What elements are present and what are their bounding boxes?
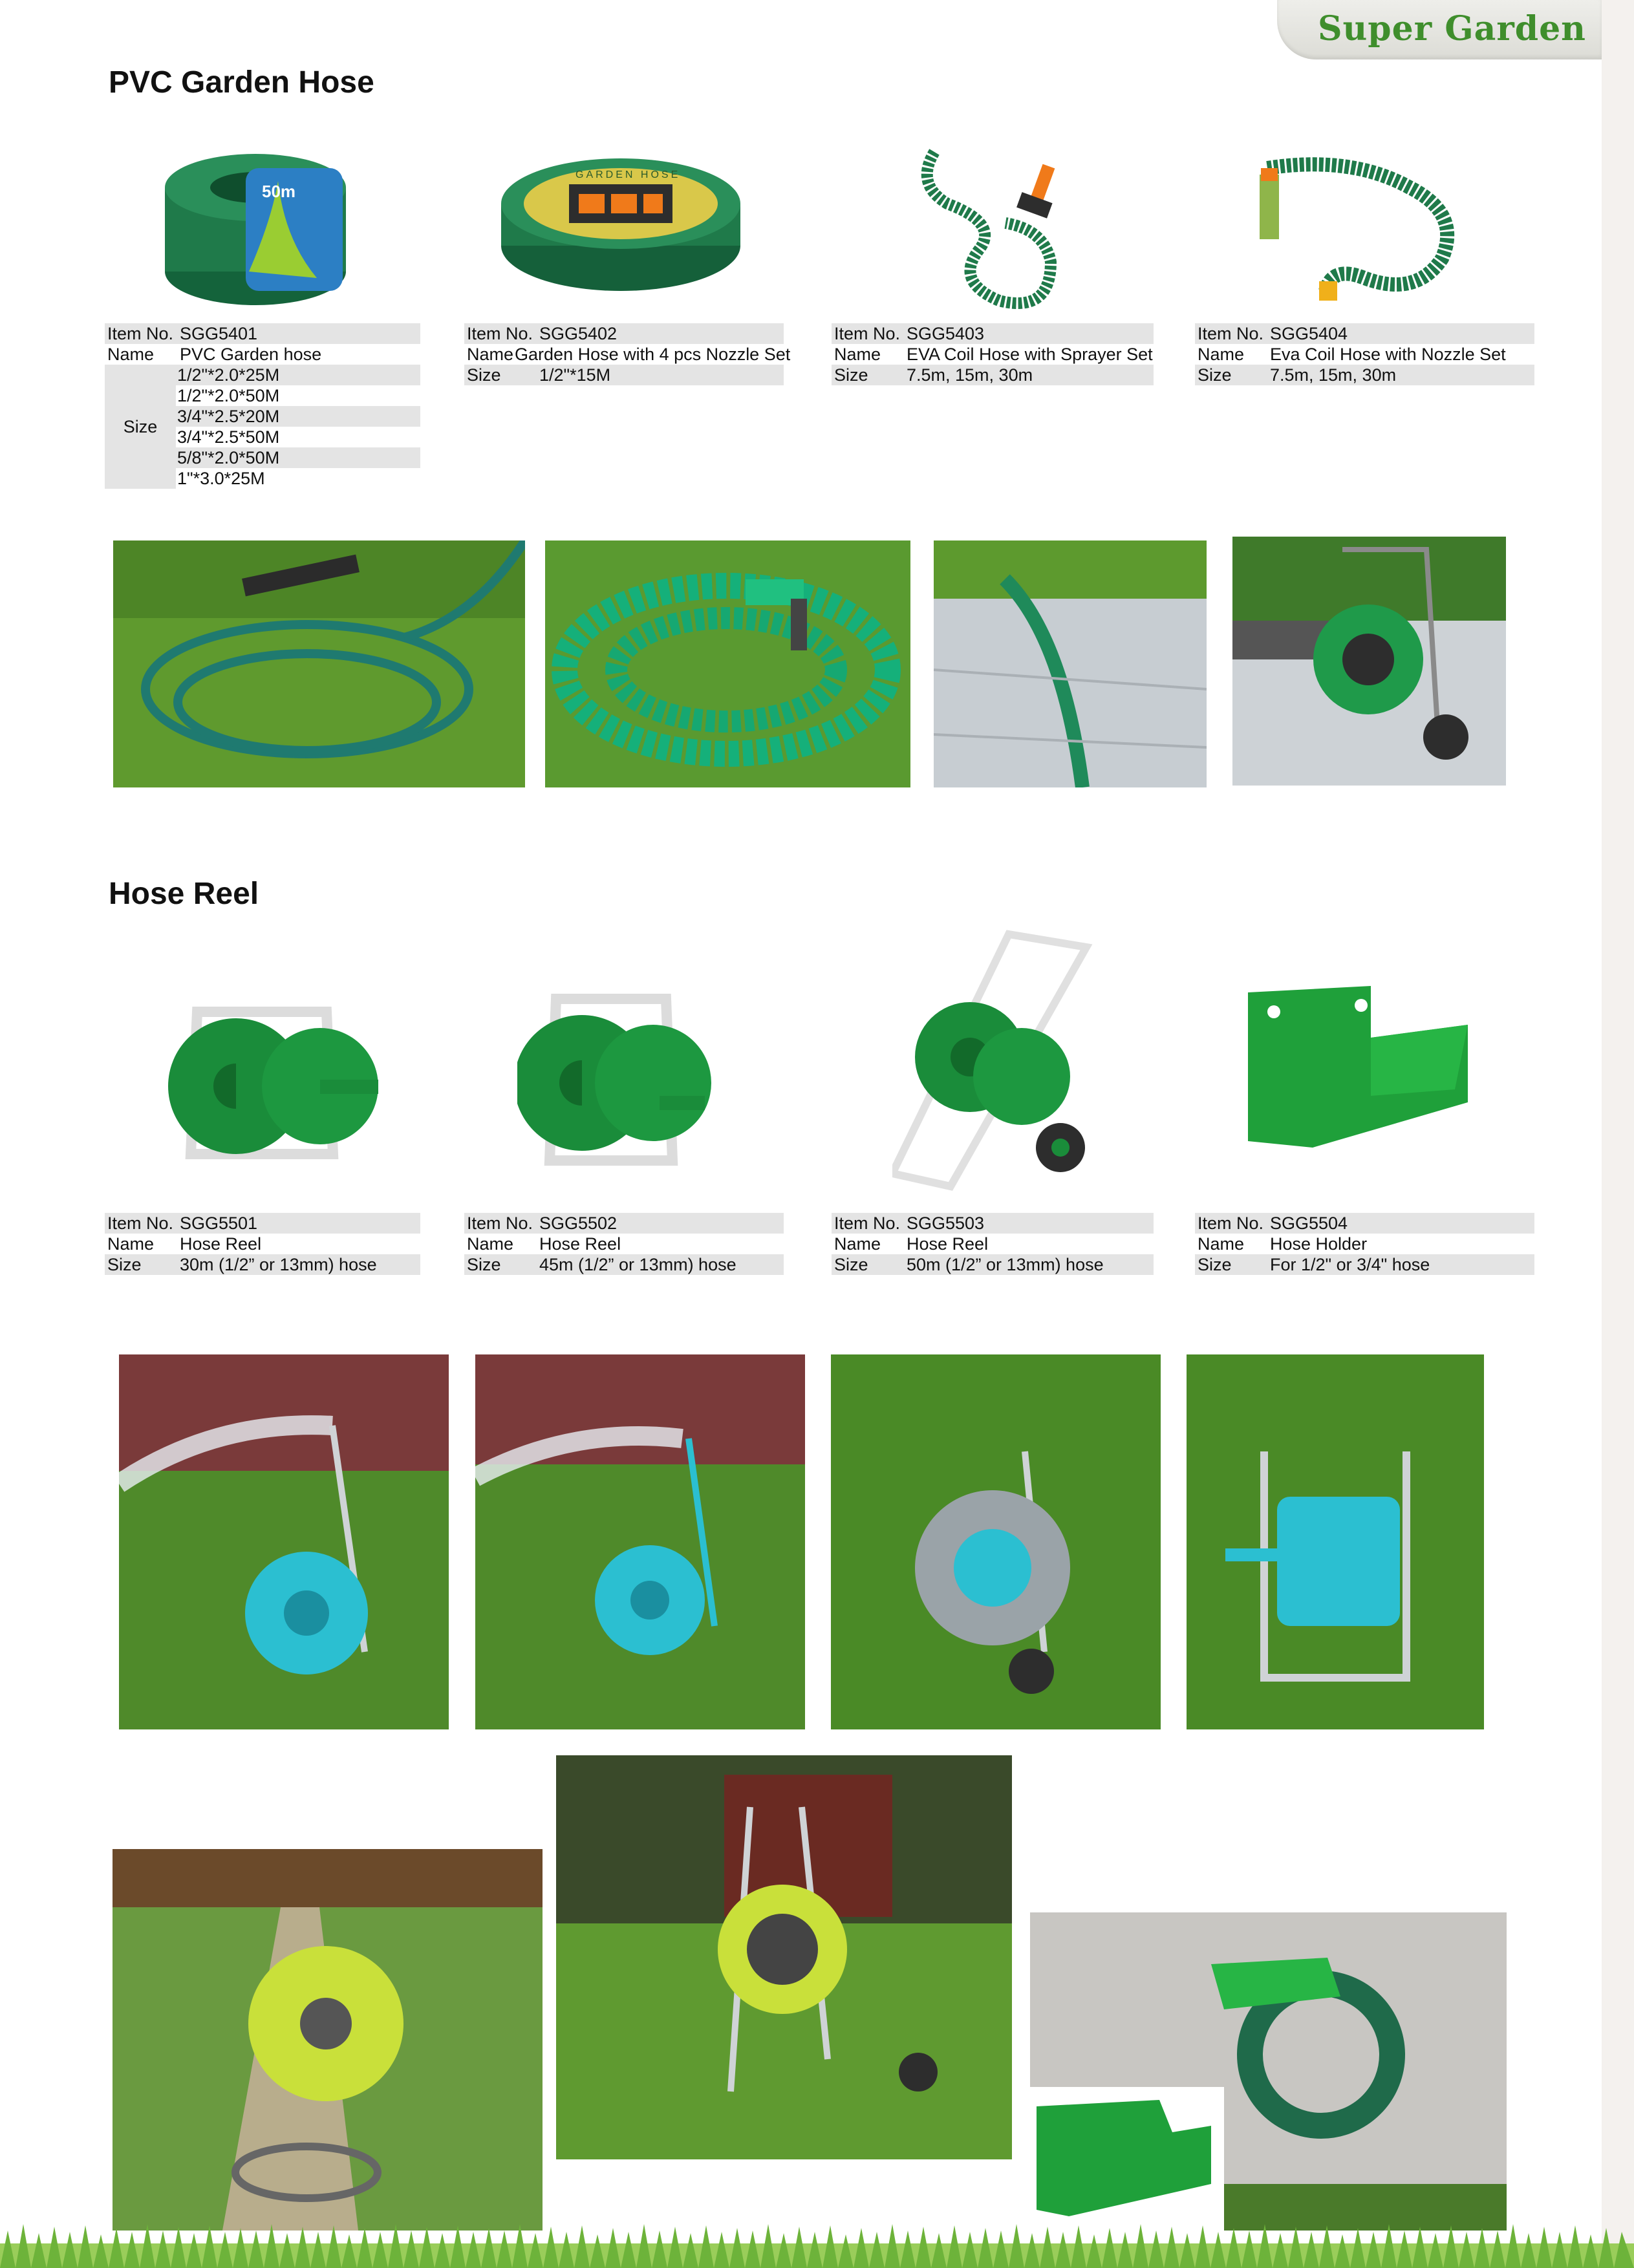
spec-row-name: Name Hose Holder [1198, 1234, 1368, 1254]
spec-row-item: Item No. SGG5504 [1195, 1213, 1534, 1234]
spec-row-name: Name Eva Coil Hose with Nozzle Set [1198, 345, 1506, 364]
spec-row-name: Name Hose Reel [834, 1234, 989, 1254]
packaging-ring-text: GARDEN HOSE [575, 169, 681, 180]
product-image-sgg5403 [908, 133, 1080, 314]
size-value: 1/2"*2.0*25M [176, 365, 420, 385]
spec-table-sgg5503 [832, 1213, 1154, 1275]
spec-row-size: Size 7.5m, 15m, 30m [832, 365, 1154, 385]
photo-hose-on-lawn [113, 540, 525, 787]
product-image-sgg5404 [1254, 149, 1468, 310]
product-image-sgg5402 [498, 142, 744, 294]
spec-row-size: Size For 1/2" or 3/4" hose [1195, 1254, 1534, 1275]
photo-lime-reel-garden [556, 1755, 1012, 2159]
spec-row-item: Item No. SGG5401 [105, 323, 420, 344]
spec-row-item: Item No. SGG5404 [1195, 323, 1534, 344]
spec-table-sgg5401 [105, 323, 420, 489]
section-title-reel: Hose Reel [109, 877, 259, 911]
packaging-label: 50m [262, 182, 296, 201]
photo-coil-hose-with-sprayer [545, 540, 910, 787]
product-image-sgg5502 [517, 986, 711, 1180]
spec-table-sgg5501 [105, 1213, 420, 1275]
product-image-sgg5504 [1242, 979, 1474, 1148]
photo-hose-cart [1232, 537, 1506, 786]
photo-hose-holder-wall [1030, 1912, 1507, 2231]
product-image-sgg5501 [165, 992, 388, 1180]
spec-row-item: Item No. SGG5502 [464, 1213, 784, 1234]
size-value: 5/8"*2.0*50M [176, 447, 420, 468]
spec-row-name: Name Garden Hose with 4 pcs Nozzle Set [467, 345, 791, 364]
photo-reel-spraying-2 [475, 1354, 805, 1729]
photo-hose-on-paving [934, 540, 1207, 787]
spec-row-size: Size 1/2"*2.0*25M 1/2"*2.0*50M 3/4"*2.5*20M 3/4"*2.5*50M 5/8"*2.0*50M 1"*3.0*25M [105, 365, 420, 489]
size-value: 3/4"*2.5*20M [176, 406, 420, 427]
size-value: 1"*3.0*25M [177, 469, 265, 488]
spec-row-size: Size 7.5m, 15m, 30m [1195, 365, 1534, 385]
photo-reel-cart-aqua [1187, 1354, 1484, 1729]
spec-row-item: Item No. SGG5501 [105, 1213, 420, 1234]
spec-row-size: Size 1/2"*15M [464, 365, 784, 385]
brand-tab [1277, 0, 1602, 59]
photo-reel-spraying-1 [119, 1354, 449, 1729]
spec-table-sgg5404 [1195, 323, 1534, 385]
product-image-sgg5503 [892, 928, 1106, 1199]
spec-row-name: Name Hose Reel [107, 1234, 262, 1254]
size-value: 1/2"*2.0*50M [177, 386, 280, 405]
spec-row-name: Name Hose Reel [467, 1234, 621, 1254]
spec-row-item: Item No. SGG5503 [832, 1213, 1154, 1234]
grass-border [0, 2224, 1634, 2268]
spec-table-sgg5502 [464, 1213, 784, 1275]
spec-row-size: Size 50m (1/2” or 13mm) hose [832, 1254, 1154, 1275]
brand-logo: Super Garden [1317, 9, 1586, 48]
spec-row-size: Size 30m (1/2” or 13mm) hose [105, 1254, 420, 1275]
spec-table-sgg5402 [464, 323, 791, 385]
spec-row-name: Name PVC Garden hose [107, 345, 322, 364]
spec-row-item: Item No. SGG5402 [464, 323, 784, 344]
spec-row-name: Name EVA Coil Hose with Sprayer Set [834, 345, 1153, 364]
right-margin-strip [1602, 0, 1634, 2268]
spec-row-item: Item No. SGG5403 [832, 323, 1154, 344]
spec-table-sgg5403 [832, 323, 1154, 385]
size-value: 3/4"*2.5*50M [177, 427, 280, 447]
section-title-hose: PVC Garden Hose [109, 65, 374, 100]
photo-lime-reel-path [113, 1849, 543, 2231]
product-image-sgg5401 [155, 142, 356, 314]
photo-reel-on-grass [831, 1354, 1161, 1729]
spec-table-sgg5504 [1195, 1213, 1534, 1275]
spec-row-size: Size 45m (1/2” or 13mm) hose [464, 1254, 784, 1275]
